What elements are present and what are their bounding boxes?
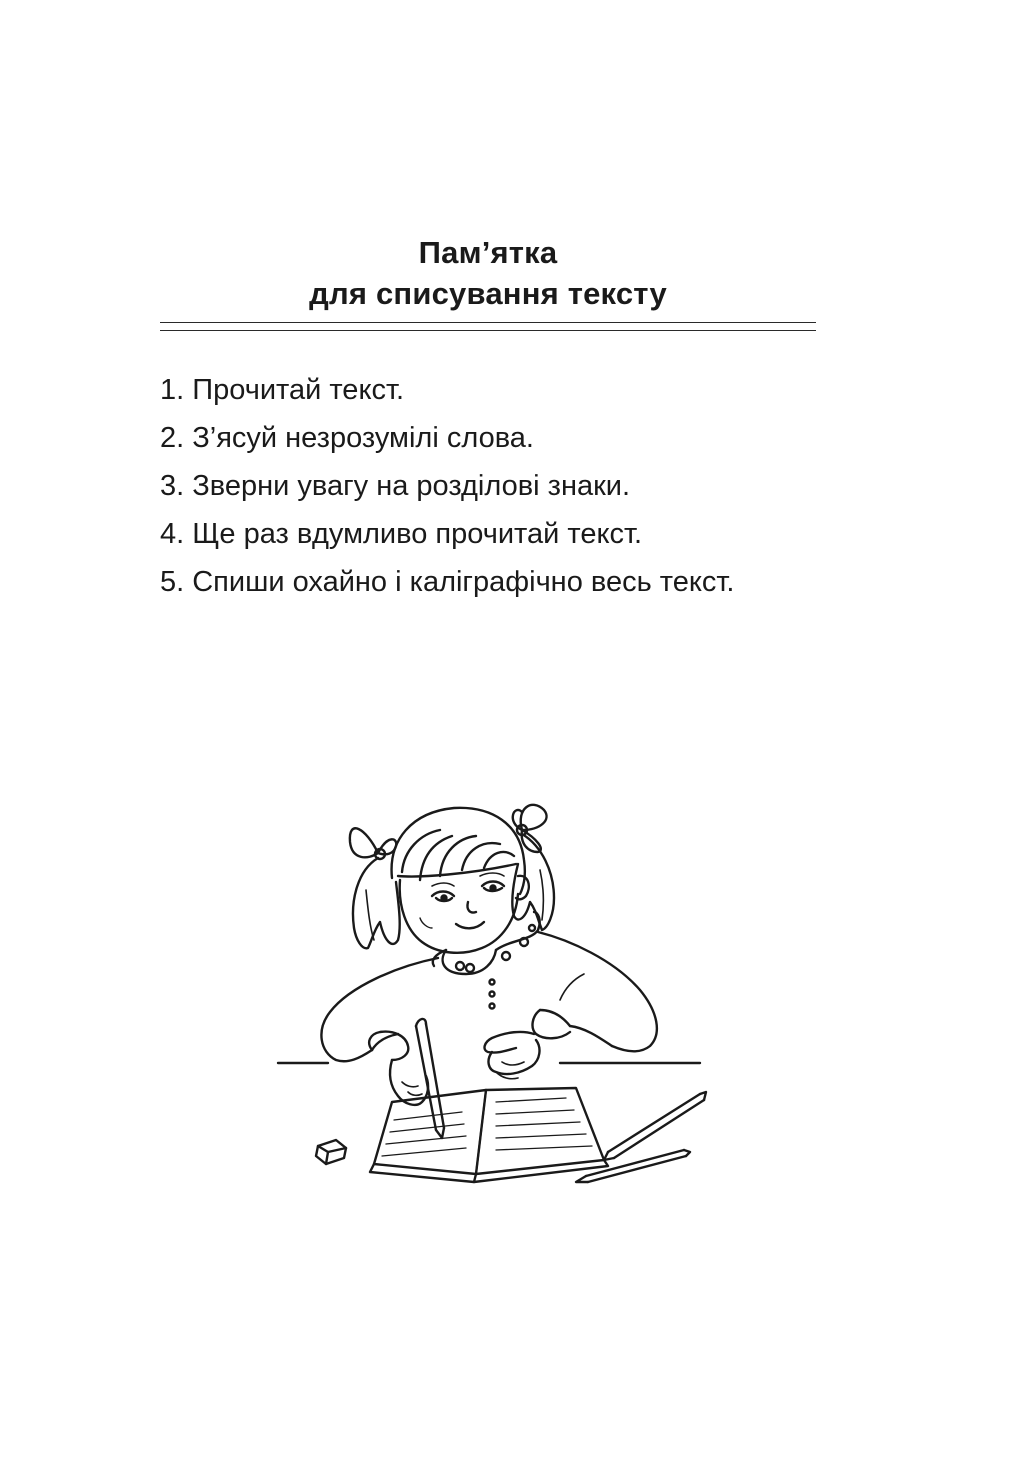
dress-buttons [490,980,495,1009]
step-item-4: 4. Ще раз вдумливо прочитай текст. [160,518,643,550]
eyes [432,873,504,901]
collar [433,912,540,974]
left-bow-icon [350,828,396,859]
step-item-3: 3. Зверни увагу на розділові знаки. [160,470,631,502]
face-outline [400,880,518,953]
nose [467,902,476,913]
eraser-icon [316,1140,346,1164]
right-cuff [533,1010,570,1038]
right-pigtail [512,834,554,930]
girl-writing-illustration [270,790,710,1190]
pencil-icon-2 [576,1150,690,1182]
title-divider-bottom [160,330,816,331]
pencil-icon [604,1092,706,1160]
step-item-5: 5. Спиши охайно і каліграфічно весь текст. [160,566,735,598]
step-item-1: 1. Прочитай текст. [160,374,405,406]
mouth [456,922,484,928]
steps-list [160,366,860,606]
memo-title [160,232,816,314]
step-item-2: 2. З’ясуй незрозумілі слова. [160,422,534,454]
right-sleeve [538,932,657,1051]
memo-title-line-2: для списування тексту [309,276,667,311]
resting-hand [485,1032,540,1079]
title-divider-top [160,322,816,323]
right-bow-icon [513,805,547,852]
memo-title-line-1: Пам’ятка [418,235,558,270]
pencil-in-hand-icon [416,1019,444,1138]
